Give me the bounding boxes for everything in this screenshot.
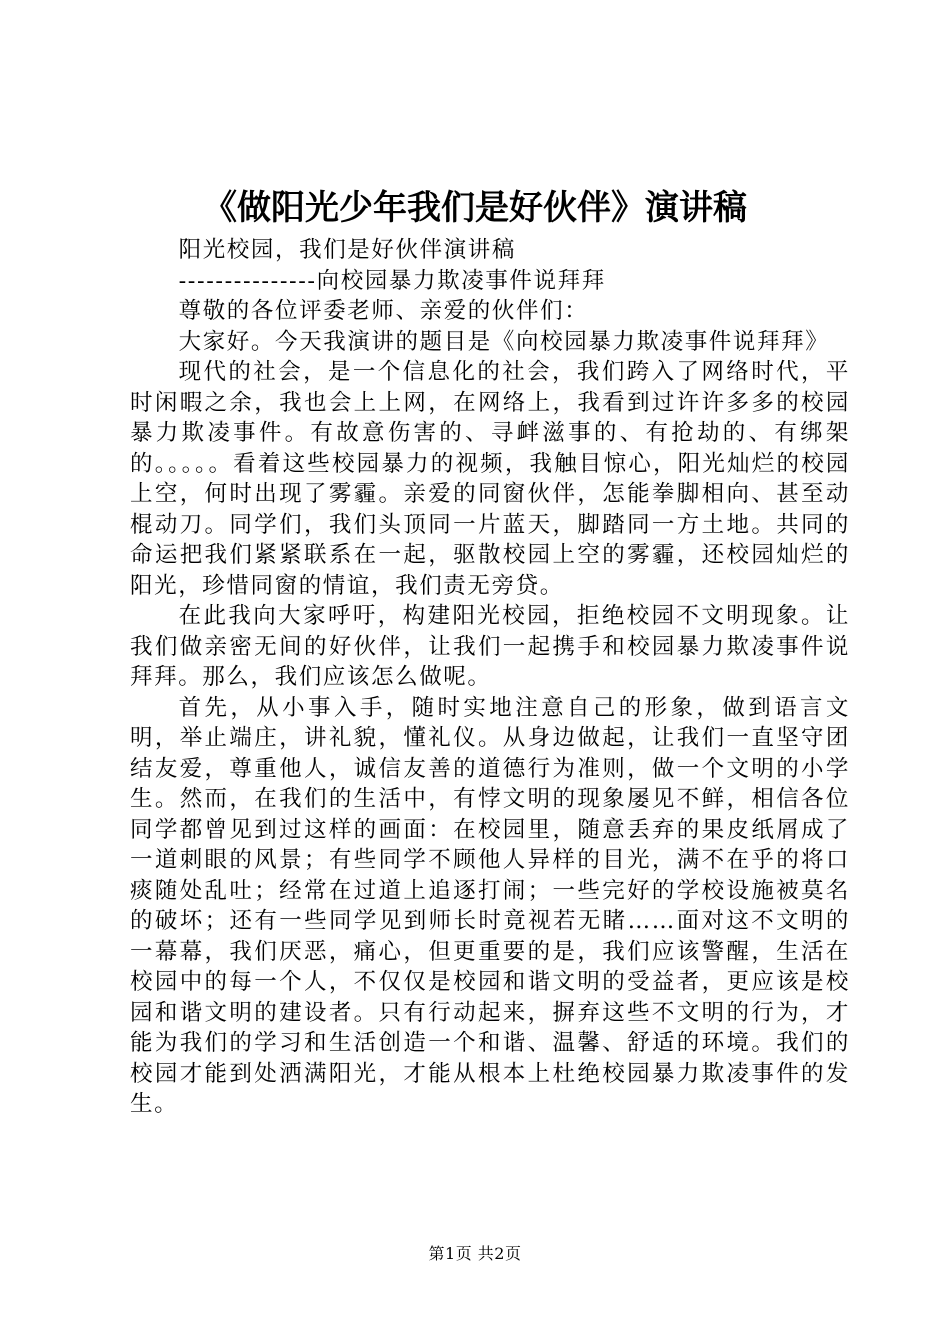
paragraph-greeting: 大家好。今天我演讲的题目是《向校园暴力欺凌事件说拜拜》 [178, 328, 830, 355]
document-body [130, 235, 850, 1120]
salutation: 尊敬的各位评委老师、亲爱的伙伴们： [178, 298, 589, 324]
paragraph-appeal: 在此我向大家呼吁，构建阳光校园，拒绝校园不文明现象。让我们做亲密无间的好伙伴，让我们一起携手和校园暴力欺凌事件说拜拜。那么，我们应该怎么做呢。 [130, 603, 850, 690]
page-footer: 第1页 共2页 [428, 1244, 522, 1263]
document-title: 《做阳光少年我们是好伙伴》演讲稿 [203, 188, 747, 228]
paragraph-modern-society: 现代的社会，是一个信息化的社会，我们跨入了网络时代，平时闲暇之余，我也会上上网，在网络上，我看到过许许多多的校园暴力欺凌事件。有故意伤害的、寻衅滋事的、有抢劫的、有绑架的。。。。。看着这些校园暴力的视频，我触目惊心，阳光灿烂的校园上空，何时出现了雾霾。亲爱的同窗伙伴，怎能拳脚相向、甚至动棍动刀。同学们，我们头顶同一片蓝天，脚踏同一方土地。共同的命运把我们紧紧联系在一起，驱散校园上空的雾霾，还校园灿烂的阳光，珍惜同窗的情谊，我们责无旁贷。 [130, 359, 850, 599]
dash-subtitle-line: ---------------向校园暴力欺凌事件说拜拜 [178, 267, 606, 294]
subtitle-line: 阳光校园，我们是好伙伴演讲稿 [178, 237, 516, 263]
paragraph-first-step: 首先，从小事入手，随时实地注意自己的形象，做到语言文明，举止端庄，讲礼貌，懂礼仪。从身边做起，让我们一直坚守团结友爱，尊重他人，诚信友善的道德行为准则，做一个文明的小学生。然而，在我们的生活中，有悖文明的现象屡见不鲜，相信各位同学都曾见到过这样的画面：在校园里，随意丢弃的果皮纸屑成了一道刺眼的风景；有些同学不顾他人异样的目光，满不在乎的将口痰随处乱吐；经常在过道上追逐打闹；一些完好的学校设施被莫名的破坏；还有一些同学见到师长时竟视若无睹……面对这不文明的一幕幕，我们厌恶，痛心，但更重要的是，我们应该警醒，生活在校园中的每一个人，不仅仅是校园和谐文明的受益者，更应该是校园和谐文明的建设者。只有行动起来，摒弃这些不文明的行为，才能为我们的学习和生活创造一个和谐、温馨、舒适的环境。我们的校园才能到处洒满阳光，才能从根本上杜绝校园暴力欺凌事件的发生。 [130, 694, 850, 1117]
